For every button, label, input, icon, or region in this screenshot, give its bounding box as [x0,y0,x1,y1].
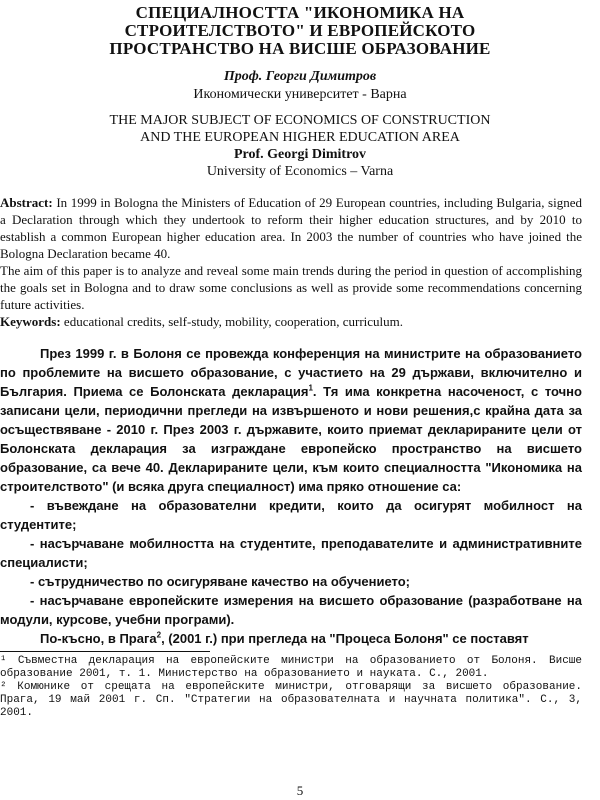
author-name-bg: Проф. Георги Димитров [223,69,377,84]
title-bg-line-3: ПРОСТРАНСТВО НА ВИСШЕ ОБРАЗОВАНИЕ [109,39,491,58]
page-number: 5 [296,783,304,798]
author-affiliation-en: University of Economics – Varna [206,164,394,179]
body-list-item: - насърчаване мобилността на студентите, преподавателите и административните специалисти; [0,536,582,570]
footnotes-section [0,655,582,720]
abstract-section [0,194,582,330]
body-p1-text-a: През 1999 г. в Болоня се провежда конференция на министрите на образованието по проблемите на висшето образование, с участието на 29 държави, включително и България. Приема се Болонската декларация [0,346,582,399]
footnote-1: ¹ Съвместна декларация на европейските министри на образованието от Болоня. Висше образование 2001, т. 1. Министерство на образованието и науката. С., 2001. [0,655,582,680]
title-bg-line-1: СПЕЦИАЛНОСТТА "ИКОНОМИКА НА [135,3,465,22]
abstract-text: In 1999 in Bologna the Ministers of Education of 29 European countries, including Bulgaria, signed a Declaration through which they undertook to reform their higher education structures, and by 2010 to establish a common European higher education area. In 2003 the number of countries who have joined the Bologna Declaration became 40. [0,195,582,261]
body-p1-text-b: . Тя има конкретна насоченост, с точно записани цели, периодични прегледи на извършеното и нови решения,с крайна дата за осъществяване - 2010 г. През 2003 г. държавите, които приемат декларираните цели от Болонската декларация за изграждане европейско пространство на висшето образование, са вече 40. Декларираните цели, към които специалността "Икономика на строителството" (и всяка друга специалност) има пряко отношение са: [0,384,582,494]
author-affiliation-bg: Икономически университет - Варна [193,87,407,102]
body-list-item: - насърчаване европейските измерения на висшето образование (разработване на модули, курсове, учебни програми). [0,593,582,627]
abstract-paragraph-2: The aim of this paper is to analyze and reveal some main trends during the period in question of accomplishing the goals set in Bologna and to draw some conclusions as well as provide some recommendations concerning future activities. [0,263,582,312]
title-en-line-2: AND THE EUROPEAN HIGHER EDUCATION AREA [140,130,460,145]
footnote-divider [0,651,210,652]
title-en-line-1: THE MAJOR SUBJECT OF ECONOMICS OF CONSTRUCTION [109,113,491,128]
paper-title-en [0,112,600,180]
body-p2-text-b: , (2001 г.) при прегледа на "Процеса Болоня" се поставят [161,631,529,646]
body-p2-text-a: По-късно, в Прага [40,631,157,646]
body-list-item: - въвеждане на образователни кредити, които да осигурят мобилност на студентите; [0,498,582,532]
keywords-text: educational credits, self-study, mobility, cooperation, curriculum. [60,314,404,329]
footnote-ref-1: 1 [308,383,313,393]
title-bg-line-2: СТРОИТЕЛСТВОТО" И ЕВРОПЕЙСКОТО [124,21,476,40]
author-block-bg [0,68,600,104]
keywords-label: Keywords: [0,314,61,329]
footnote-2: ² Комюнике от срещата на европейските министри, отговарящи за висшето образование. Прага, 19 май 2001 г. Сп. "Стратегии на образователната и научната политика". С., 3, 2001. [0,681,582,719]
body-list-item: - сътрудничество по осигуряване качество на обучението; [30,574,411,589]
author-name-en: Prof. Georgi Dimitrov [233,147,367,162]
paper-title-bg [0,4,600,58]
body-text [0,344,582,648]
keywords-paragraph [0,313,582,330]
footnote-ref-2: 2 [156,630,162,640]
body-paragraph-2 [0,629,582,648]
abstract-label: Abstract: [0,195,53,210]
body-paragraph-1 [0,344,582,496]
abstract-paragraph [0,194,582,262]
